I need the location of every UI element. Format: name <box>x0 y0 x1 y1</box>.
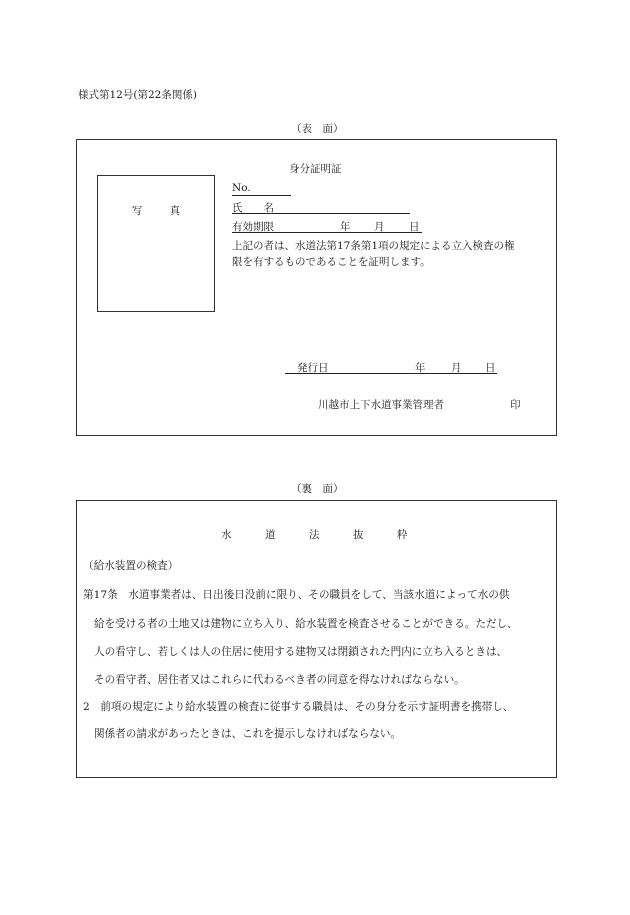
id-card-back <box>76 500 557 778</box>
section-heading: （給水装置の検査） <box>83 560 179 572</box>
statement-line-2: 限を有するものであることを証明します。 <box>232 256 431 268</box>
back-heading: （裏 面） <box>291 483 344 495</box>
article-17-line: 給を受ける者の土地又は建物に立ち入り、給水装置を検査させることができる。ただし、 <box>94 618 518 630</box>
article-17-line: 人の看守し、若しくは人の住居に使用する建物又は閉鎖された門内に立ち入るときは、 <box>94 646 508 658</box>
paragraph-2-line: 関係者の請求があったときは、これを提示しなければならない。 <box>94 728 402 740</box>
number-field <box>232 182 291 196</box>
article-17-line: その看守者、居住者又はこれらに代わるべき者の同意を得なければならない。 <box>94 674 465 686</box>
validity-label: 有効期限 <box>232 221 274 233</box>
statement-line-1: 上記の者は、水道法第17条第1項の規定による立入検査の権 <box>232 240 515 252</box>
paragraph-2-line: 2 前項の規定により給水装置の検査に従事する職員は、その身分を示す証明書を携帯し、 <box>83 701 514 713</box>
validity-field <box>232 219 422 233</box>
issue-date-label: 発行日 <box>297 362 329 374</box>
number-label: No. <box>232 182 251 194</box>
validity-year: 年 <box>340 221 351 233</box>
issuer-name: 川越市上下水道事業管理者 <box>318 399 444 411</box>
name-label: 氏 名 <box>232 202 274 214</box>
validity-month: 月 <box>374 221 385 233</box>
front-heading: （表 面） <box>291 123 344 135</box>
photo-label: 写 真 <box>131 205 193 217</box>
seal-mark: 印 <box>510 399 521 411</box>
title-char: 法 <box>309 529 320 541</box>
issue-month: 月 <box>451 362 462 374</box>
validity-day: 日 <box>409 221 420 233</box>
title-char: 抜 <box>353 529 364 541</box>
name-field <box>232 200 410 214</box>
title-char: 粋 <box>397 529 408 541</box>
id-card-front <box>76 139 557 436</box>
photo-box <box>97 175 215 312</box>
law-excerpt-title <box>221 527 421 541</box>
article-17-line: 第17条 水道事業者は、日出後日没前に限り、その職員をして、当該水道によって水の供 <box>83 589 510 601</box>
form-number: 様式第12号(第22条関係) <box>78 89 197 101</box>
issue-day: 日 <box>485 362 496 374</box>
title-char: 水 <box>221 529 232 541</box>
issue-year: 年 <box>415 362 426 374</box>
title-char: 道 <box>265 529 276 541</box>
issue-date-field <box>285 360 497 374</box>
card-title: 身分証明証 <box>289 163 342 175</box>
